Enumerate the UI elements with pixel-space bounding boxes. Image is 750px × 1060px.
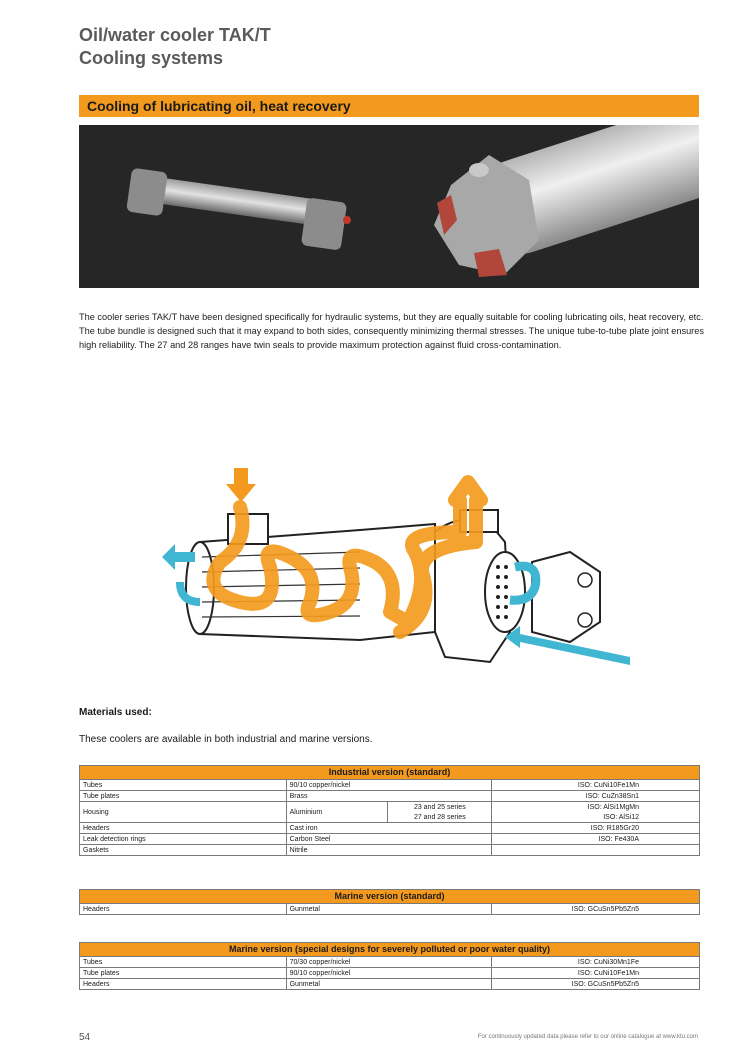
product-photo: [79, 125, 699, 288]
table-row: [80, 979, 700, 990]
iso-cell: ISO: AlSi1MgMn: [492, 802, 700, 813]
material-cell: Cast iron: [286, 823, 492, 834]
part-cell: Housing: [80, 802, 287, 823]
marine-standard-table: [79, 889, 700, 915]
table-row: [80, 802, 700, 813]
table-heading: Marine version (special designs for severely polluted or poor water quality): [80, 943, 700, 957]
title-line-1: Oil/water cooler TAK/T: [79, 25, 271, 45]
part-cell: Tube plates: [80, 968, 287, 979]
material-cell: 90/10 copper/nickel: [286, 968, 492, 979]
table-heading: Marine version (standard): [80, 890, 700, 904]
marine-special-table: [79, 942, 700, 990]
iso-cell: ISO: R185Gr20: [492, 823, 700, 834]
part-cell: Tubes: [80, 957, 287, 968]
material-cell: Gunmetal: [286, 904, 492, 915]
part-cell: Leak detection rings: [80, 834, 287, 845]
materials-title: Materials used:: [79, 707, 152, 718]
materials-subtitle: These coolers are available in both industrial and marine versions.: [79, 734, 373, 745]
table-row: [80, 780, 700, 791]
iso-cell: ISO: GCuSn5Pb5Zn5: [492, 904, 700, 915]
iso-cell: ISO: GCuSn5Pb5Zn5: [492, 979, 700, 990]
table-row: [80, 968, 700, 979]
material-cell: Carbon Steel: [286, 834, 492, 845]
intro-paragraph-1: The cooler series TAK/T have been designed specifically for hydraulic systems, but they are equally suitable for cooling lubricating oils, heat recovery, etc.: [79, 312, 704, 322]
iso-cell: ISO: CuNi10Fe1Mn: [492, 968, 700, 979]
section-banner: Cooling of lubricating oil, heat recovery: [79, 95, 699, 117]
industrial-table: [79, 765, 700, 856]
part-cell: Headers: [80, 823, 287, 834]
series-cell: 27 and 28 series: [388, 812, 492, 823]
part-cell: Headers: [80, 979, 287, 990]
table-row: [80, 791, 700, 802]
title-line-2: Cooling systems: [79, 48, 224, 68]
flow-diagram: [160, 462, 640, 672]
page-number: 54: [79, 1032, 91, 1043]
part-cell: Headers: [80, 904, 287, 915]
iso-cell: ISO: CuZn38Sn1: [492, 791, 700, 802]
series-cell: 23 and 25 series: [388, 802, 492, 813]
iso-cell: ISO: AlSi12: [492, 812, 700, 823]
iso-cell: [492, 845, 700, 856]
table-row: [80, 845, 700, 856]
table-heading: Industrial version (standard): [80, 766, 700, 780]
table-row: [80, 823, 700, 834]
material-cell: 70/30 copper/nickel: [286, 957, 492, 968]
material-cell: Brass: [286, 791, 492, 802]
part-cell: Tubes: [80, 780, 287, 791]
table-row: [80, 834, 700, 845]
iso-cell: ISO: CuNi30Mn1Fe: [492, 957, 700, 968]
iso-cell: ISO: CuNi10Fe1Mn: [492, 780, 700, 791]
part-cell: Gaskets: [80, 845, 287, 856]
table-row: [80, 957, 700, 968]
part-cell: Tube plates: [80, 791, 287, 802]
iso-cell: ISO: Fe430A: [492, 834, 700, 845]
intro-text: [79, 310, 704, 352]
material-cell: Nitrile: [286, 845, 492, 856]
material-cell: 90/10 copper/nickel: [286, 780, 492, 791]
intro-paragraph-2: The tube bundle is designed such that it may expand to both sides, consequently minimizing thermal stresses. The unique tube-to-tube plate joint ensures high reliability. The 27 and 28 ranges have twin seals to provide maximum protection against fluid cross-contamination.: [79, 326, 704, 350]
footer-note: For continuously updated data please refer to our online catalogue at www.ktu.com: [477, 1034, 698, 1040]
material-cell: Aluminium: [286, 802, 388, 823]
material-cell: Gunmetal: [286, 979, 492, 990]
page-title: [79, 24, 271, 70]
table-row: [80, 904, 700, 915]
